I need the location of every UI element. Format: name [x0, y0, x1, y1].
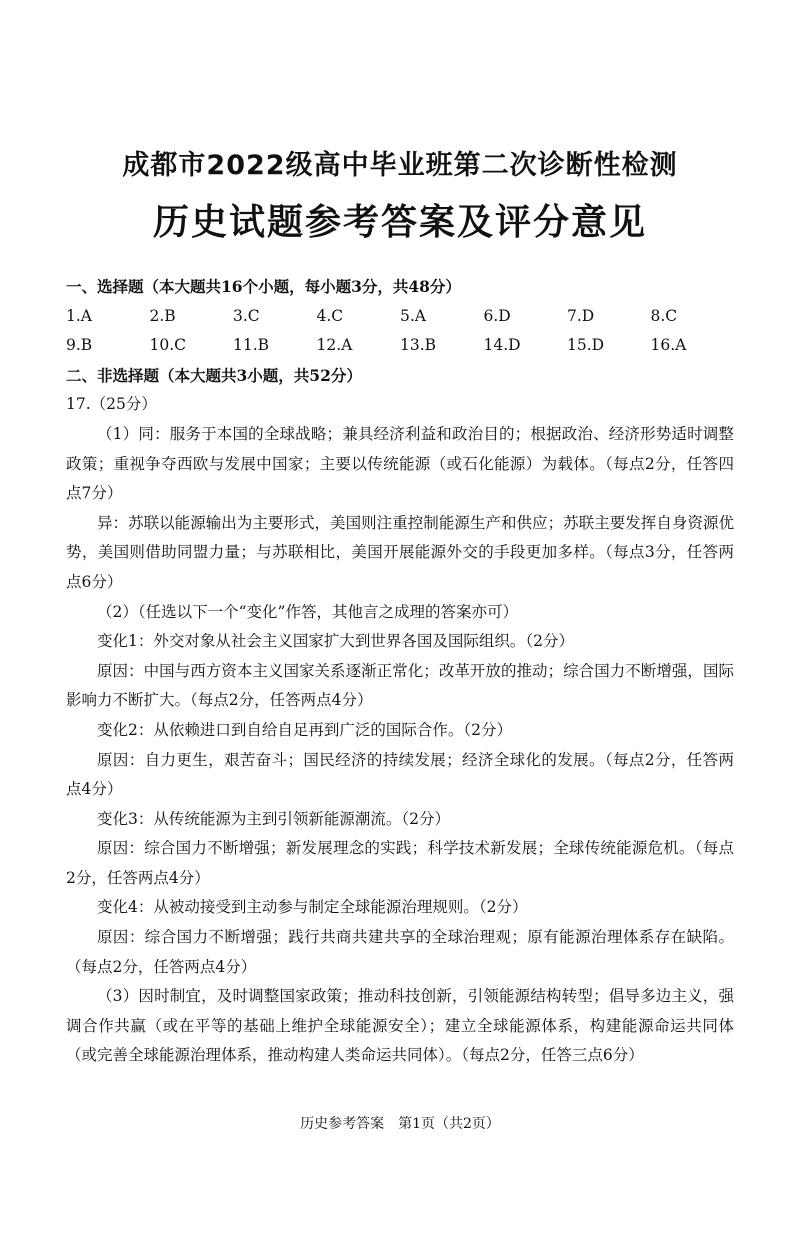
q17-part1-same: （1）同：服务于本国的全球战略；兼具经济利益和政治目的；根据政治、经济形势适时调整政策；重视争夺西欧与发展中国家；主要以传统能源（或石化能源）为载体。（每点2分，任答四点7分） — [66, 424, 734, 503]
answer-item: 9.B — [66, 336, 93, 355]
q17-part1-diff: 异：苏联以能源输出为主要形式，美国则注重控制能源生产和供应；苏联主要发挥自身资源优势，美国则借助同盟力量；与苏联相比，美国开展能源外交的手段更加多样。（每点3分，任答两点6分） — [66, 513, 734, 591]
answer-item: 4.C — [316, 306, 344, 325]
reason-4: 原因：综合国力不断增强；践行共商共建共享的全球治理观；原有能源治理体系存在缺陷。（每点2分，任答两点4分） — [66, 928, 734, 976]
reason-1: 原因：中国与西方资本主义国家关系逐渐正常化；改革开放的推动；综合国力不断增强，国际影响力不断扩大。（每点2分，任答两点4分） — [66, 661, 734, 710]
answer-item: 6.D — [483, 306, 511, 325]
document-title: 成都市2022级高中毕业班第二次诊断性检测 — [122, 150, 678, 181]
reason-2: 原因：自力更生，艰苦奋斗；国民经济的持续发展；经济全球化的发展。（每点2分，任答两点4分） — [66, 750, 734, 799]
page-footer: 历史参考答案 第1页（共2页） — [300, 1116, 500, 1132]
q17-part2-intro: （2）（任选以下一个“变化”作答，其他言之成理的答案亦可） — [97, 602, 518, 621]
answers-row-1 — [66, 302, 734, 332]
reason-3: 原因：综合国力不断增强；新发展理念的实践；科学技术新发展；全球传统能源危机。（每点2分，任答两点4分） — [66, 839, 734, 887]
answer-item: 16.A — [650, 336, 687, 355]
document-body — [66, 272, 734, 1071]
answer-item: 12.A — [316, 336, 353, 355]
change-1: 变化1：外交对象从社会主义国家扩大到世界各国及国际组织。（2分） — [97, 632, 574, 651]
question-17-label: 17.（25分） — [66, 395, 157, 414]
document-subtitle: 历史试题参考答案及评分意见 — [152, 202, 647, 243]
answer-item: 10.C — [149, 336, 187, 355]
answer-item: 1.A — [66, 306, 92, 325]
answer-item: 15.D — [567, 336, 605, 355]
answer-item: 2.B — [149, 306, 176, 325]
answer-item: 8.C — [650, 306, 678, 325]
change-2: 变化2：从依赖进口到自给自足再到广泛的国际合作。（2分） — [97, 720, 512, 739]
section1-heading: 一、选择题（本大题共16个小题，每小题3分，共48分） — [66, 277, 461, 296]
q17-part3: （3）因时制宜，及时调整国家政策；推动科技创新，引领能源结构转型；倡导多边主义，强调合作共赢（或在平等的基础上维护全球能源安全）；建立全球能源体系，构建能源命运共同体（或完善全球能源治理体系，推动构建人类命运共同体）。（每点2分，任答三点6分） — [66, 987, 734, 1065]
answers-row-2 — [66, 331, 734, 361]
answer-item: 5.A — [400, 306, 426, 325]
change-4: 变化4：从被动接受到主动参与制定全球能源治理规则。（2分） — [97, 898, 528, 917]
section2-heading: 二、非选择题（本大题共3小题，共52分） — [66, 365, 362, 385]
answer-item: 7.D — [567, 306, 595, 325]
answer-item: 3.C — [233, 306, 260, 325]
answer-item: 14.D — [483, 336, 521, 355]
answer-item: 11.B — [233, 336, 270, 355]
change-3: 变化3：从传统能源为主到引领新能源潮流。（2分） — [97, 809, 450, 828]
answer-item: 13.B — [400, 336, 437, 355]
